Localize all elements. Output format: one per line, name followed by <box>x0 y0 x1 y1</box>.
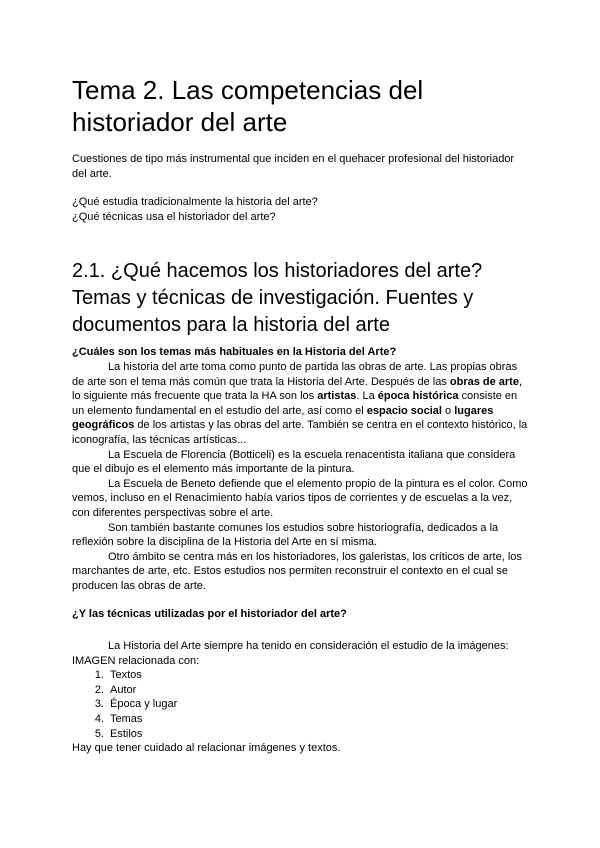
list-item: 1. Textos <box>94 669 142 682</box>
paragraph-historiography: Son también bastante comunes los estudios sobre historiografía, dedicados a la reflexión sobre la disciplina de la Historia del Arte en sí misma. <box>72 521 499 549</box>
list-item: 2. Autor <box>94 683 137 696</box>
numbered-list <box>72 668 530 741</box>
bold-term: lugares geográficos <box>72 404 494 432</box>
paragraph-florence: La Escuela de Florencia (Botticeli) es la escuela renacentista italiana que considera que el dibujo es el elemento más importante de la pintura. <box>72 448 516 476</box>
closing-paragraph: Hay que tener cuidado al relacionar imágenes y textos. <box>72 742 341 755</box>
paragraph-images: La Historia del Arte siempre ha tenido en consideración el estudio de la imágenes: IMAGEN relacionada con: <box>72 640 509 667</box>
subheading-topics: ¿Cuáles son los temas más habituales en la Historia del Arte? <box>72 346 397 359</box>
bold-term: obras de arte <box>449 375 519 388</box>
section-heading: 2.1. ¿Qué hacemos los historiadores del arte? Temas y técnicas de investigación. Fuentes y documentos para la historia del arte <box>72 260 483 337</box>
question-item: ¿Qué técnicas usa el historiador del arte? <box>72 210 276 223</box>
question-list <box>72 195 530 224</box>
paragraph-beneto: La Escuela de Beneto defiende que el elemento propio de la pintura es el color. Como vemos, incluso en el Renacimiento había varios tipos de corrientes y de escuelas a la vez, con diferentes perspectivas sobre el arte. <box>72 477 528 519</box>
intro-paragraph: Cuestiones de tipo más instrumental que inciden en el quehacer profesional del historiador del arte. <box>72 153 515 180</box>
bold-term: artistas <box>317 390 357 403</box>
subheading-techniques: ¿Y las técnicas utilizadas por el historiador del arte? <box>72 608 347 621</box>
bold-term: espacio social <box>366 404 442 417</box>
bold-term: época histórica <box>377 390 459 403</box>
list-item: 5. Estilos <box>94 727 143 740</box>
paragraph-context: Otro ámbito se centra más en los historiadores, los galeristas, los críticos de arte, los marchantes de arte, etc. Estos estudios nos permiten reconstruir el contexto en el cual se producen las obras de arte. <box>72 550 522 592</box>
list-item: 3. Época y lugar <box>94 698 178 711</box>
paragraph-topics: La historia del arte toma como punto de partida las obras de arte. Las propias obras de arte son el tema más común que trata la Historia del Arte. Después de las obras de arte, lo siguiente más frecuente que trata la HA son los artistas. La época histórica consiste en un elemento fundamental en el estudio del arte, así como el espacio social o lugares geográficos de los artistas y las obras del arte. También se centra en el contexto histórico, la iconografía, las técnicas artísticas... <box>72 360 528 446</box>
question-item: ¿Qué estudia tradicionalmente la historia del arte? <box>72 196 318 209</box>
list-item: 4. Temas <box>94 713 143 726</box>
page-title: Tema 2. Las competencias del historiador del arte <box>72 75 424 137</box>
